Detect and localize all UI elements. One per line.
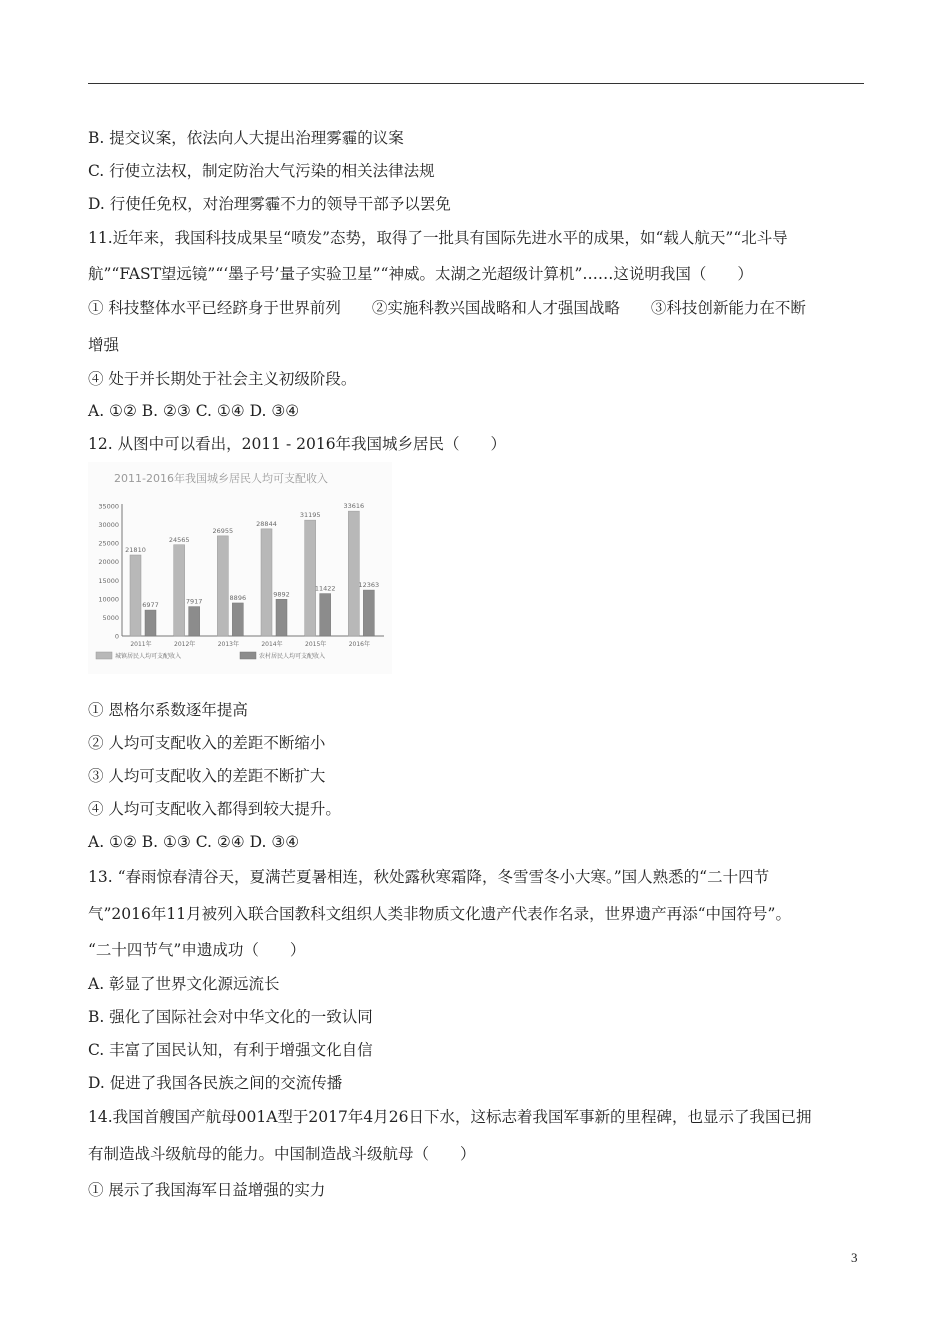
rural-income-bar	[145, 610, 156, 636]
question-11-statements-cont: 增强	[88, 336, 120, 354]
urban-data-label: 31195	[299, 511, 321, 520]
question-12-statement-1: ① 恩格尔系数逐年提高	[88, 701, 248, 719]
y-tick-label: 0	[114, 632, 119, 641]
x-tick-label: 2011年	[130, 641, 152, 648]
rural-data-label: 11422	[314, 584, 336, 593]
question-11-line-1: 11.近年来，我国科技成果呈“喷发”态势，取得了一批具有国际先进水平的成果，如“载人航天”“北斗导	[88, 229, 788, 247]
urban-income-bar	[174, 545, 185, 636]
y-tick-label: 25000	[98, 539, 119, 548]
urban-income-bar	[261, 529, 272, 636]
y-tick-label: 5000	[102, 613, 119, 622]
y-tick-label: 30000	[98, 521, 119, 530]
urban-data-label: 28844	[256, 519, 277, 528]
urban-data-label: 21810	[125, 545, 146, 554]
question-13-option-d: D. 促进了我国各民族之间的交流传播	[88, 1074, 343, 1092]
x-tick-label: 2015年	[305, 641, 327, 648]
chart-title: 2011-2016年我国城乡居民人均可支配收入	[114, 472, 328, 485]
question-14-statement-1: ① 展示了我国海军日益增强的实力	[88, 1181, 326, 1199]
rural-data-label: 9892	[273, 590, 290, 599]
urban-income-bar	[348, 511, 359, 636]
rural-income-bar	[363, 590, 374, 636]
question-14-line-1: 14.我国首艘国产航母001A型于2017年4月26日下水，这标志着我国军事新的里程碑，也显示了我国已拥	[88, 1108, 812, 1126]
legend-label-urban: 城镇居民人均可支配收入	[115, 653, 182, 660]
rural-data-label: 8896	[229, 593, 247, 602]
urban-income-bar	[217, 536, 228, 636]
x-tick-label: 2012年	[174, 641, 196, 648]
rural-data-label: 7917	[185, 597, 203, 606]
question-11-line-2: 航”“FAST望远镜”“‘墨子号’量子实验卫星”“神威。太湖之光超级计算机”……这说明我国（ ）	[88, 265, 753, 283]
question-13-line-2: 气”2016年11月被列入联合国教科文组织人类非物质文化遗产代表作名录，世界遗产再添“中国符号”。	[88, 905, 791, 923]
question-14-line-2: 有制造战斗级航母的能力。中国制造战斗级航母（ ）	[88, 1145, 476, 1163]
question-12-statement-3: ③ 人均可支配收入的差距不断扩大	[88, 767, 326, 785]
question-12-choices: A. ①② B. ①③ C. ②④ D. ③④	[88, 833, 300, 851]
legend-swatch-urban	[96, 652, 112, 659]
legend-label-rural: 农村居民人均可支配收入	[259, 653, 326, 660]
rural-income-bar	[320, 594, 331, 636]
rural-income-bar	[276, 599, 287, 636]
question-13-line-1: 13. “春雨惊春清谷天，夏满芒夏暑相连，秋处露秋寒霜降，冬雪雪冬小大寒。”国人熟悉的“二十四节	[88, 868, 770, 886]
question-13-option-a: A. 彰显了世界文化源远流长	[88, 975, 280, 993]
question-11-choices: A. ①② B. ②③ C. ①④ D. ③④	[88, 402, 300, 420]
question-13-option-c: C. 丰富了国民认知，有利于增强文化自信	[88, 1041, 373, 1059]
y-tick-label: 15000	[98, 576, 119, 585]
x-tick-label: 2014年	[261, 641, 283, 648]
y-tick-label: 10000	[98, 595, 119, 604]
question-11-statements: ① 科技整体水平已经跻身于世界前列 ②实施科教兴国战略和人才强国战略 ③科技创新能力在不断	[88, 299, 806, 317]
x-tick-label: 2016年	[348, 641, 370, 648]
urban-income-bar	[130, 555, 141, 636]
question-13-stem: “二十四节气”申遗成功（ ）	[88, 941, 306, 959]
question-12-statement-4: ④ 人均可支配收入都得到较大提升。	[88, 800, 341, 818]
urban-data-label: 26955	[212, 526, 234, 535]
legend-swatch-rural	[240, 652, 256, 659]
question-12-stem: 12. 从图中可以看出，2011 - 2016年我国城乡居民（ ）	[88, 435, 507, 453]
rural-data-label: 6977	[142, 601, 159, 610]
question-11-statement-4: ④ 处于并长期处于社会主义初级阶段。	[88, 370, 357, 388]
question-12-statement-2: ② 人均可支配收入的差距不断缩小	[88, 734, 326, 752]
option-c-q10: C. 行使立法权，制定防治大气污染的相关法律法规	[88, 162, 435, 180]
rural-income-bar	[189, 607, 200, 636]
y-tick-label: 20000	[98, 558, 119, 567]
urban-income-bar	[305, 520, 316, 636]
rural-income-bar	[232, 603, 243, 636]
urban-data-label: 24565	[168, 535, 190, 544]
header-rule	[88, 83, 864, 84]
x-tick-label: 2013年	[217, 641, 239, 648]
option-b-q10: B. 提交议案，依法向人大提出治理雾霾的议案	[88, 129, 404, 147]
rural-data-label: 12363	[358, 581, 380, 590]
page-number: 3	[851, 1250, 858, 1265]
urban-data-label: 33616	[343, 502, 365, 511]
y-tick-label: 35000	[98, 502, 119, 511]
question-13-option-b: B. 强化了国际社会对中华文化的一致认同	[88, 1008, 373, 1026]
option-d-q10: D. 行使任免权，对治理雾霾不力的领导干部予以罢免	[88, 195, 451, 213]
income-bar-chart	[88, 462, 392, 674]
chart-svg	[88, 462, 392, 674]
